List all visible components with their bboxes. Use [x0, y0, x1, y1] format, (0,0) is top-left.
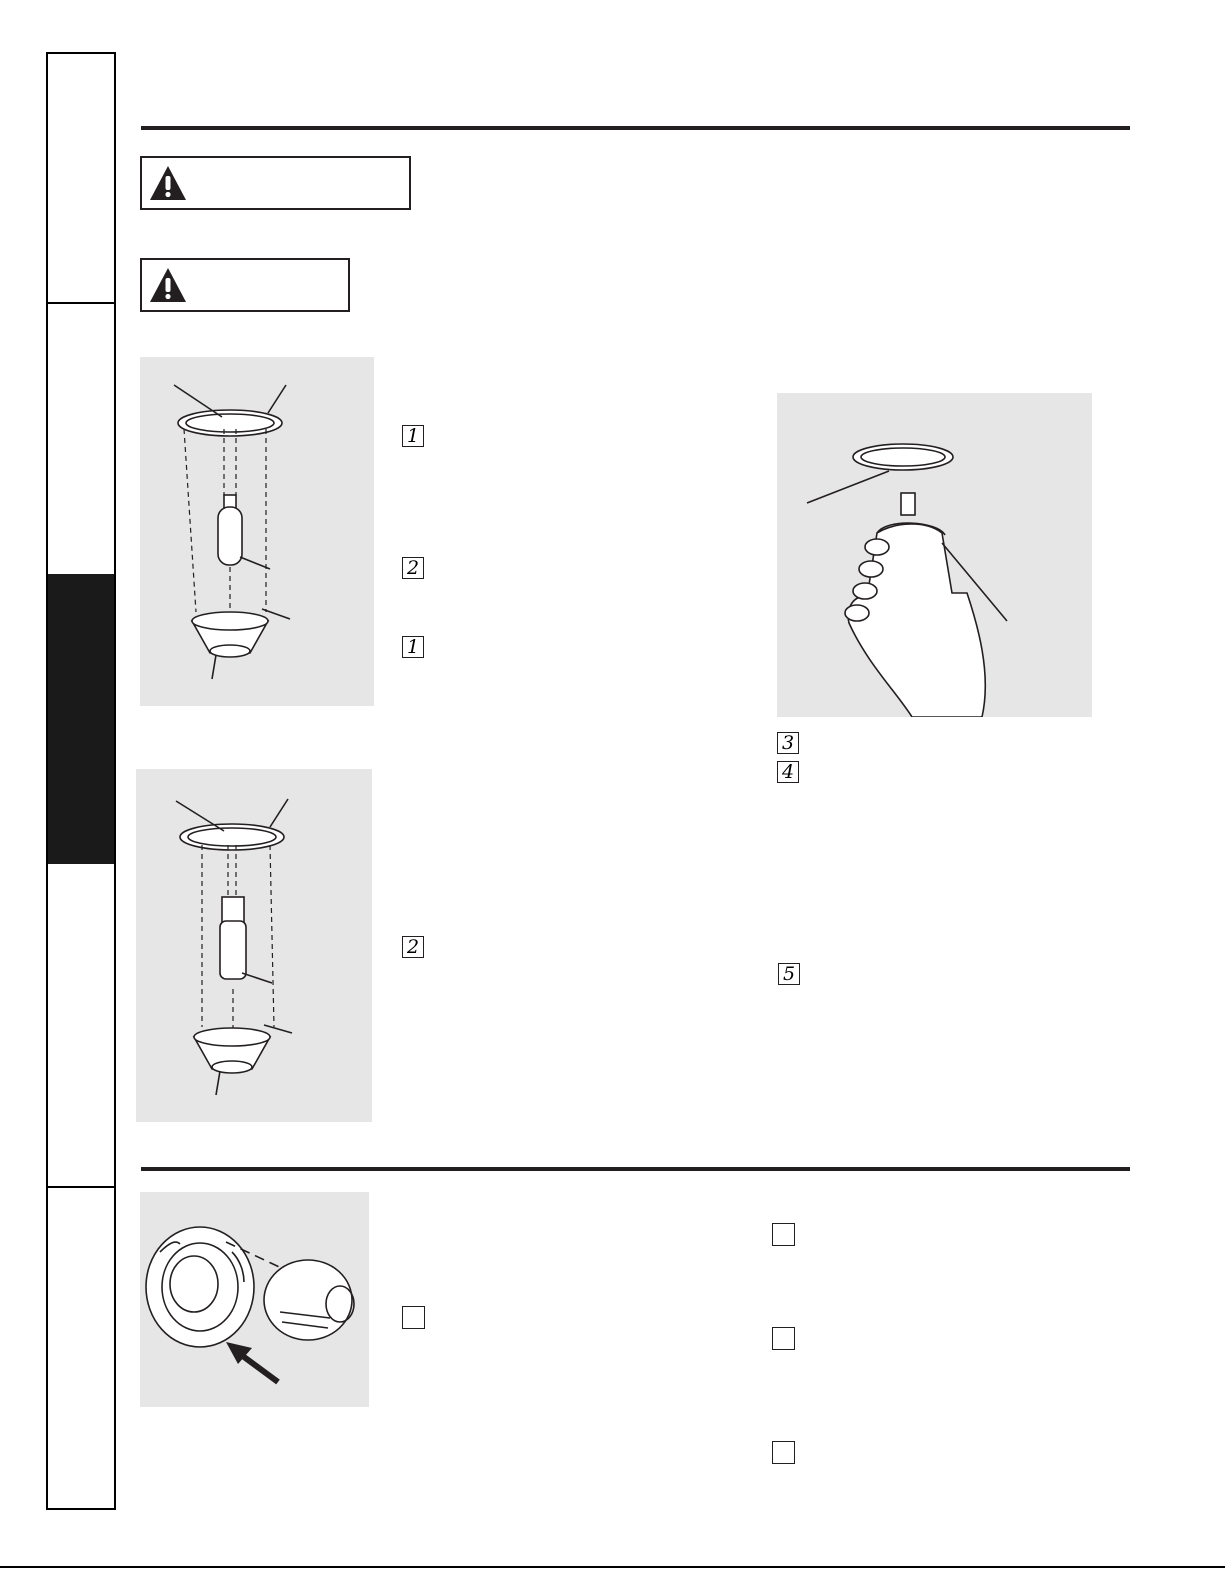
step-number-2: 2 [402, 557, 424, 579]
step-number-5: 5 [778, 963, 800, 985]
section-rule-bottom [141, 1167, 1130, 1171]
figure-light-cover [140, 1192, 369, 1407]
warning-triangle-icon [148, 163, 188, 203]
figure-bulb-assembly-1 [140, 357, 374, 706]
sidebar-tabs [46, 52, 116, 1510]
empty-step-box [402, 1306, 425, 1329]
bulb-assembly-drawing-2 [136, 769, 372, 1122]
step-number-1: 1 [402, 425, 424, 447]
caution-box [140, 258, 350, 312]
empty-step-box [772, 1327, 795, 1350]
warning-triangle-icon [148, 265, 188, 305]
pointer-arrow-icon [226, 1342, 278, 1382]
page-bottom-rule [0, 1566, 1225, 1568]
section-rule-top [141, 126, 1130, 130]
warning-box [140, 156, 411, 210]
sidebar-tab-active [48, 574, 114, 864]
step-number-4: 4 [777, 761, 799, 783]
bulb-assembly-drawing [140, 357, 374, 706]
light-cover-drawing [140, 1192, 369, 1407]
sidebar-divider [48, 302, 114, 304]
step-number-3: 3 [777, 732, 799, 754]
figure-hand-holding-bulb [777, 393, 1092, 717]
figure-bulb-assembly-2 [136, 769, 372, 1122]
step-number-2-repeat: 2 [402, 936, 424, 958]
empty-step-box [772, 1223, 795, 1246]
empty-step-box [772, 1441, 795, 1464]
sidebar-divider [48, 1186, 114, 1188]
hand-bulb-drawing [777, 393, 1092, 717]
step-number-1-repeat: 1 [402, 636, 424, 658]
